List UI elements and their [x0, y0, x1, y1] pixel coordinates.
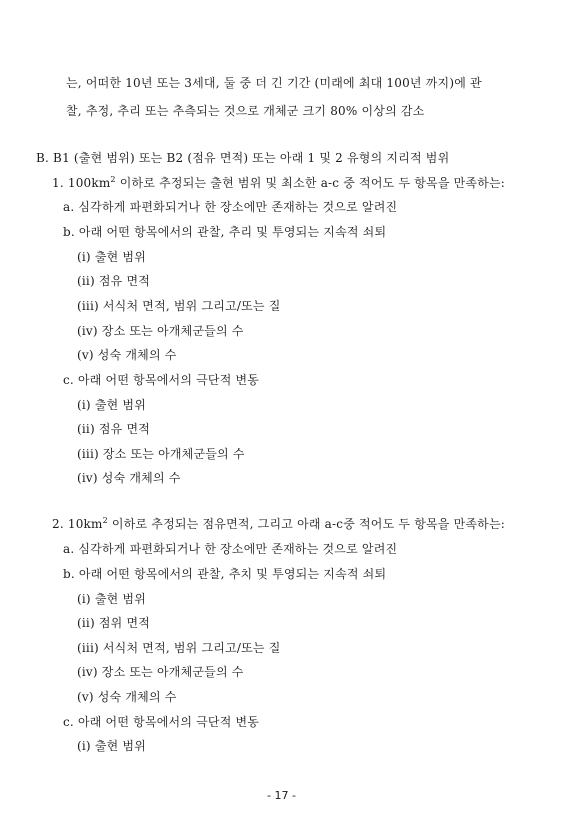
section-b-heading: B. B1 (출현 범위) 또는 B2 (점유 면적) 또는 아래 1 및 2 유형의 지리적 범위	[36, 151, 450, 165]
item1-b-i: (i) 출현 범위	[77, 250, 146, 264]
item1-c-iv: (iv) 성숙 개체의 수	[77, 471, 181, 485]
intro-line-1: 는, 어떠한 10년 또는 3세대, 둘 중 더 긴 기간 (미래에 최대 100년 까지)에 관	[66, 76, 482, 90]
item1-c-ii: (ii) 점유 면적	[77, 422, 151, 436]
item2-b-iii: (iii) 서식처 면적, 범위 그리고/또는 질	[77, 641, 281, 655]
item2-c-i: (i) 출현 범위	[77, 739, 146, 753]
intro-line-2: 찰, 추정, 추리 또는 추측되는 것으로 개체군 크기 80% 이상의 감소	[66, 104, 425, 118]
item2-lead-after: 이하로 추정되는 점유면적, 그리고 아래 a-c중 적어도 두 항목을 만족하는:	[107, 517, 506, 531]
item1-b-ii: (ii) 점유 면적	[77, 274, 151, 288]
item1-c-i: (i) 출현 범위	[77, 398, 146, 412]
item1-lead-before: 1. 100km	[52, 176, 111, 190]
item2-lead	[52, 516, 505, 532]
page-number: - 17 -	[267, 789, 296, 802]
item2-b-i: (i) 출현 범위	[77, 592, 146, 606]
item2-a: a. 심각하게 파편화되거나 한 장소에만 존재하는 것으로 알려진	[63, 542, 398, 556]
item1-lead	[52, 175, 505, 191]
item2-b-v: (v) 성숙 개체의 수	[77, 690, 177, 704]
item1-b-iv: (iv) 장소 또는 아개체군들의 수	[77, 324, 244, 338]
item2-b-iv: (iv) 장소 또는 아개체군들의 수	[77, 665, 244, 679]
item1-lead-after: 이하로 추정되는 출현 범위 및 최소한 a-c 중 적어도 두 항목을 만족하는:	[115, 176, 506, 190]
item2-c: c. 아래 어떤 항목에서의 극단적 변동	[63, 715, 260, 729]
item1-c: c. 아래 어떤 항목에서의 극단적 변동	[63, 373, 260, 387]
item1-c-iii: (iii) 장소 또는 아개체군들의 수	[77, 447, 245, 461]
item1-b: b. 아래 어떤 항목에서의 관찰, 추리 및 투영되는 지속적 쇠퇴	[63, 225, 387, 239]
item2-lead-before: 2. 10km	[52, 517, 103, 531]
item2-sup: 2	[102, 516, 108, 525]
item2-b-ii: (ii) 점위 면적	[77, 616, 151, 630]
item1-sup: 2	[110, 175, 116, 184]
item1-a: a. 심각하게 파편화되거나 한 장소에만 존재하는 것으로 알려진	[63, 200, 398, 214]
item2-b: b. 아래 어떤 항목에서의 관찰, 추치 및 투영되는 지속적 쇠퇴	[63, 567, 387, 581]
item1-b-v: (v) 성숙 개체의 수	[77, 348, 177, 362]
item1-b-iii: (iii) 서식처 면적, 범위 그리고/또는 질	[77, 299, 281, 313]
